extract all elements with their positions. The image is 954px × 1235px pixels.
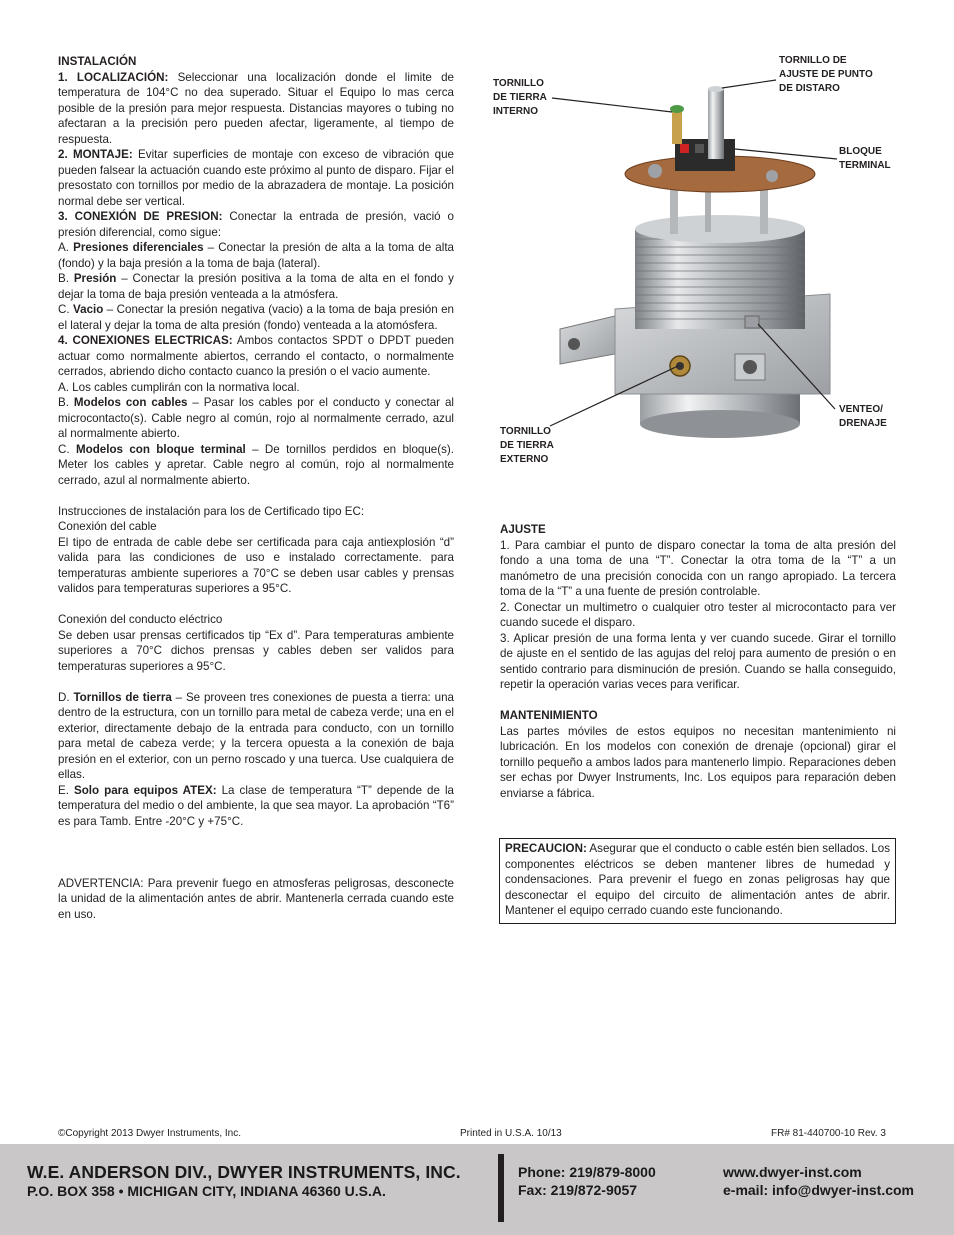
company-address: P.O. BOX 358 • MICHIGAN CITY, INDIANA 46360 U.S.A. [27,1183,386,1199]
ground-screws-paragraph: D. Tornillos de tierra – Se proveen tres conexiones de puesta a tierra: una dentro de la estructura, con un tornillo para metal de cabeza verde; una en el exterior, directamente debajo de la entrada para conducto, con un tornillo para metal de cabeza verde; y la tercera opuesta a la conexión de baja presión en el exterior, con un perno roscado y una tuerca. Use cualquiera de ellas. [58,690,454,781]
email-link[interactable]: e-mail: info@dwyer-inst.com [723,1182,915,1198]
conduit-connection-text: Se deben usar prensas certificados tip “Ex d”. Para temperaturas ambiente superiores a 70°C dichos prensas y cables deben ser validos para temperaturas superiores a 95°C. [58,628,454,673]
adjustment-maintenance-section [500,522,896,801]
callout-vent-drain: VENTEO/ DRENAJE [839,404,887,429]
certificate-intro: Instrucciones de instalación para los de Certificado tipo EC: [58,504,365,518]
adjustment-step-1: 1. Para cambiar el punto de disparo conectar la toma de alta presión del fondo a una toma de una “T”. Conectar la otra toma de la “T” a un manómetro de una precisión conocida con un rango apropiado. La tercera toma de la “T” a una fuente de presión controlable. [500,538,896,598]
callout-external-ground-screw: TORNILLO DE TIERRA EXTERNO [500,426,554,465]
electrical-paragraph: 4. CONEXIONES ELECTRICAS: Ambos contactos SPDT o DPDT pueden actuar como normalmente abiertos, cerrando el contacto, o normalmente cerrados, abriendo dicho contacto cuanco la presión o el vacio aumente. [58,334,455,378]
form-number: FR# 81-440700-10 Rev. 3 [771,1128,886,1139]
callout-terminal-block: BLOQUE TERMINAL [839,146,891,171]
callout-internal-ground-screw: TORNILLO DE TIERRA INTERNO [493,78,547,117]
contact-web [723,1163,914,1199]
cable-models-paragraph: B. Modelos con cables – Pasar los cables por el conducto y conectar al microcontacto(s). Cable negro al común, rojo al normalmente cerrado, azul al normalmente abierto. [58,396,454,440]
pressure-connection-paragraph: 3. CONEXIÓN DE PRESION: Conectar la entrada de presión, vació o presión diferencial, como sigue: [58,210,454,239]
phone-number: Phone: 219/879-8000 [518,1164,656,1180]
installation-heading: INSTALACIÓN [58,55,137,68]
maintenance-text: Las partes móviles de estos equipos no necesitan mantenimiento ni lubricación. En los modelos con conexión de drenaje (opcional) girar el tornillo pequeño a ambos lados para mantenerlo limpio. Reparaciones deben ser echas por Dwyer Instruments, Inc. Los equipos para reparación deben enviarse a fábrica. [500,724,896,800]
copyright-notice: ©Copyright 2013 Dwyer Instruments, Inc. [58,1128,241,1139]
localization-paragraph: 1. LOCALIZACIÓN: Seleccionar una localización donde el limite de temperatura de 104°C no dea superado. Situar el Equipo lo mas cerca posible de la presión para mejor respuesta. Distancias mayores o tubing no afectaran a la precisión pero pueden afectar, ligeramente, al tiempo de respuesta. [58,70,454,146]
cables-local-paragraph: A. Los cables cumplirán con la normativa local. [58,380,300,394]
vacuum-paragraph: C. Vacio – Conectar la presión negativa (vacio) a la toma de baja presión en el lateral y dejar la toma de alta presión (fondo) venteada a la atomósfera. [58,303,454,332]
website-link[interactable]: www.dwyer-inst.com [723,1164,862,1180]
callout-setpoint-screw: TORNILLO DE AJUSTE DE PUNTO DE DISTARO [779,55,873,94]
adjustment-heading: AJUSTE [500,523,546,536]
warning-paragraph: ADVERTENCIA: Para prevenir fuego en atmosferas peligrosas, desconecte la unidad de la alimentación antes de abrir. Mantenerla cerrada cuando este en uso. [58,876,454,921]
printed-notice: Printed in U.S.A. 10/13 [460,1128,562,1139]
company-block [27,1162,461,1201]
cable-connection-text: El tipo de entrada de cable debe ser certificada para caja antiexplosión “d” valida para las condiciones de uso e instalado correctamente. para temperaturas ambiente superiores a 70°C se deben usar cables y prensas validos para temperaturas superiores a 95°C. [58,535,454,595]
caution-box [499,838,896,924]
fax-number: Fax: 219/872-9057 [518,1182,638,1198]
adjustment-step-2: 2. Conectar un multimetro o cualquier otro tester al microcontacto para ver cuando sucede el disparo. [500,600,896,629]
pressure-paragraph: B. Presión – Conectar la presión positiva a la toma de alta en el fondo y dejar la toma de baja presión venteada a la atmósfera. [58,272,454,301]
company-name: W.E. ANDERSON DIV., DWYER INSTRUMENTS, INC. [27,1162,461,1182]
conduit-connection-heading: Conexión del conducto eléctrico [58,613,223,626]
caution-label: PRECAUCION: [505,842,587,855]
adjustment-step-3: 3. Aplicar presión de una forma lenta y ver cuando sucede. Girar el tornillo de ajuste en el sentido de las agujas del reloj para aumento de presión o en sentido contrario para disminución de presión. Cuando se halla conseguido, repetir la operación varias veces para verificar. [500,631,896,691]
differential-paragraph: A. Presiones diferenciales – Conectar la presión de alta a la toma de alta (fondo) y la baja presión a la toma de baja (lateral). [58,241,454,270]
terminal-block-paragraph: C. Modelos con bloque terminal – De tornillos perdidos en bloque(s). Meter los cables y apretar. Cable negro al común, rojo al normalmente cerrado, azul al normalmente abierto. [58,442,454,487]
installation-section [58,54,454,922]
footer-band [0,1144,954,1235]
atex-paragraph: E. Solo para equipos ATEX: La clase de temperatura “T” depende de la temperatura del medio o del ambiente, la que sea mayor. La aprobación “T6” es para Tamb. Entre -20°C y +75°C. [58,783,454,828]
contact-phones [518,1163,656,1199]
mounting-paragraph: 2. MONTAJE: Evitar superficies de montaje con exceso de vibración que pueden falsear la actuación cuando este próximo al punto de disparo. Fijar el presostato con tornillos por medio de la abrazadera de montaje. La posición normal debe ser vertical. [58,148,455,208]
footer-divider [498,1154,504,1222]
cable-connection-heading: Conexión del cable [58,520,157,533]
caution-text: Asegurar que el conducto o cable estén bien sellados. Los componentes eléctricos se deben mantener libres de humedad y condensaciones. Para prevenir el fuego en zonas peligrosas hay que desconectar el equipo del circuito de alimentación antes de abrir. Mantener el equipo cerrado cuando este funcionando. [505,842,890,917]
maintenance-heading: MANTENIMIENTO [500,709,598,722]
